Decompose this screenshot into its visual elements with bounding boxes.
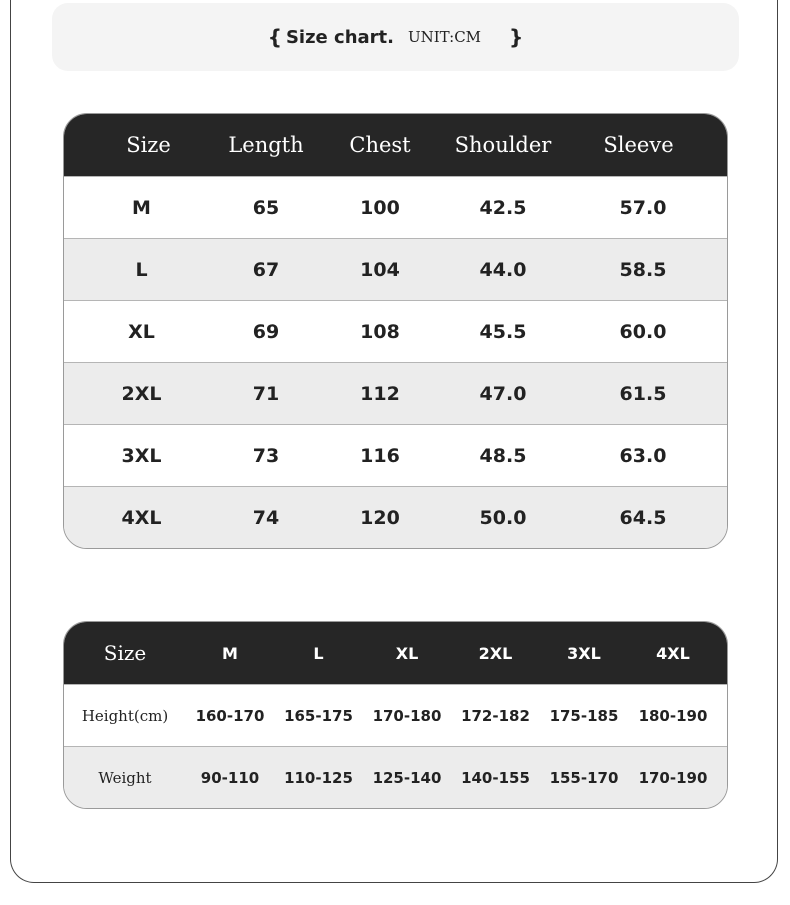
table-row — [64, 300, 727, 362]
range-cell: 160-170 — [186, 684, 274, 746]
open-brace: { — [267, 25, 282, 49]
range-cell: 180-190 — [628, 684, 727, 746]
table-row — [64, 176, 727, 238]
row-label-weight: Weight — [64, 746, 186, 808]
shoulder-cell: 50.0 — [447, 486, 559, 548]
sleeve-cell: 57.0 — [559, 176, 727, 238]
table-header-row — [64, 114, 727, 176]
banner-title: Size chart. — [285, 26, 394, 48]
sleeve-cell: 64.5 — [559, 486, 727, 548]
shoulder-cell: 44.0 — [447, 238, 559, 300]
length-cell: 71 — [219, 362, 313, 424]
length-cell: 73 — [219, 424, 313, 486]
header-chest: Chest — [313, 114, 447, 176]
range-cell: 170-190 — [628, 746, 727, 808]
header-l: L — [274, 622, 363, 684]
length-cell: 65 — [219, 176, 313, 238]
header-m: M — [186, 622, 274, 684]
chest-cell: 104 — [313, 238, 447, 300]
header-xl: XL — [363, 622, 451, 684]
size-cell: L — [64, 238, 219, 300]
range-cell: 175-185 — [540, 684, 628, 746]
range-cell: 170-180 — [363, 684, 451, 746]
range-cell: 125-140 — [363, 746, 451, 808]
header-sleeve: Sleeve — [559, 114, 727, 176]
sleeve-cell: 60.0 — [559, 300, 727, 362]
chest-cell: 108 — [313, 300, 447, 362]
row-label-height: Height(cm) — [64, 684, 186, 746]
shoulder-cell: 45.5 — [447, 300, 559, 362]
table-row — [64, 746, 727, 808]
chest-cell: 120 — [313, 486, 447, 548]
table-header-row — [64, 622, 727, 684]
size-cell: M — [64, 176, 219, 238]
header-shoulder: Shoulder — [447, 114, 559, 176]
chest-cell: 116 — [313, 424, 447, 486]
range-cell: 165-175 — [274, 684, 363, 746]
table-row — [64, 684, 727, 746]
banner-unit: UNIT:CM — [407, 28, 482, 46]
header-4xl: 4XL — [628, 622, 727, 684]
header-length: Length — [219, 114, 313, 176]
size-cell: 4XL — [64, 486, 219, 548]
sleeve-cell: 63.0 — [559, 424, 727, 486]
chest-cell: 112 — [313, 362, 447, 424]
sleeve-cell: 61.5 — [559, 362, 727, 424]
range-cell: 140-155 — [451, 746, 540, 808]
header-2xl: 2XL — [451, 622, 540, 684]
size-chart-banner — [52, 3, 739, 71]
close-brace: } — [509, 25, 524, 49]
chest-cell: 100 — [313, 176, 447, 238]
length-cell: 69 — [219, 300, 313, 362]
shoulder-cell: 48.5 — [447, 424, 559, 486]
range-cell: 110-125 — [274, 746, 363, 808]
table-row — [64, 424, 727, 486]
range-cell: 90-110 — [186, 746, 274, 808]
table-row — [64, 362, 727, 424]
header-size: Size — [64, 114, 219, 176]
size-cell: XL — [64, 300, 219, 362]
size-cell: 2XL — [64, 362, 219, 424]
size-measurement-table — [63, 113, 728, 549]
range-cell: 155-170 — [540, 746, 628, 808]
size-cell: 3XL — [64, 424, 219, 486]
length-cell: 67 — [219, 238, 313, 300]
height-weight-table — [63, 621, 728, 809]
shoulder-cell: 42.5 — [447, 176, 559, 238]
header-size: Size — [64, 622, 186, 684]
table-row — [64, 238, 727, 300]
header-3xl: 3XL — [540, 622, 628, 684]
sleeve-cell: 58.5 — [559, 238, 727, 300]
range-cell: 172-182 — [451, 684, 540, 746]
shoulder-cell: 47.0 — [447, 362, 559, 424]
table-row — [64, 486, 727, 548]
length-cell: 74 — [219, 486, 313, 548]
